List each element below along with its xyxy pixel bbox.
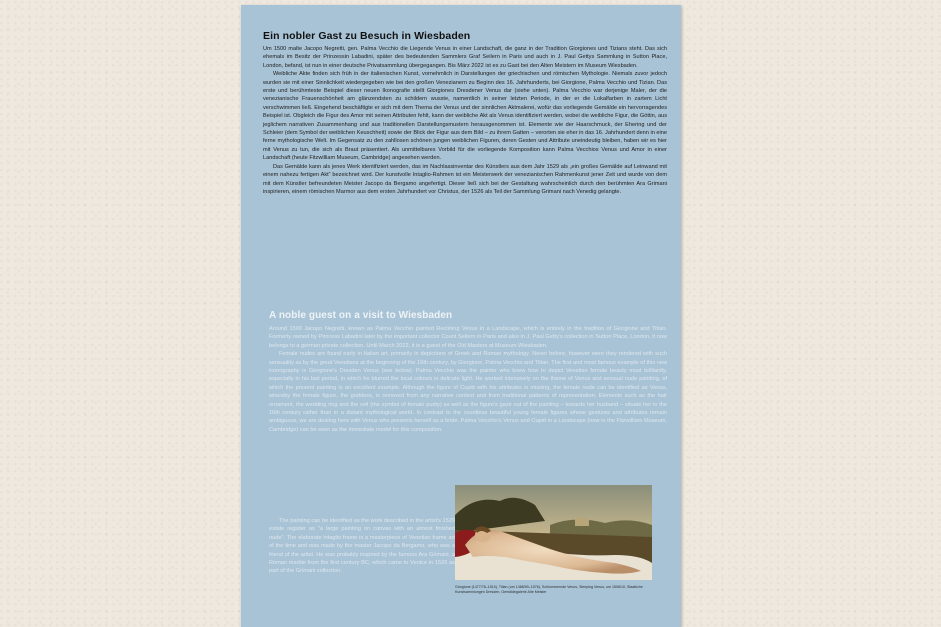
- english-paragraph: Female nudes are found early in Italian art, primarily in depictions of Greek and Roman mythology. Never before, however were they rendered with such sensuality as by the great Venetians at the beginning of the 16th century, by Giorgione, Palma Vecchio and Titian. The first and most famous example of this new iconography is Giorgione's Dresden Venus (see below). Palma Vecchio was the painter who knew how to depict Venetian female beauty most brilliantly, especially in his last period, in which he blurred the local colours in delicate light. He worked intensively on the theme of Venus and sensual nude painting, of which the present painting is an excellent example. Although the figure of Cupid with his attributes is missing, the female nude can be identified as Venus, whereby the female figure, the goddess, is removed from any narrative context and from traditional patterns of representation. Elements such as the hair ornament, the wedding ring and the veil (the symbol of female purity) as well as the figure's gaze out of the painting – towards her husband – situate her in the 16th century rather than in a distant mythological world. In contrast to the countless beautiful young female figures whose gestures and attributes remain ambiguous, we are dealing here with Venus who presents herself as a bride. Palma Vecchio's Venus and Cupid in a Landscape (now in the Fitzwilliam Museum, Cambridge) can be seen as the immediate model for this composition.: [269, 351, 667, 433]
- english-text: [269, 325, 667, 434]
- sleeping-venus-painting: [455, 485, 652, 580]
- german-paragraph: Um 1500 malte Jacopo Negretti, gen. Palma Vecchio die Liegende Venus in einer Landschaft, die ganz in der Tradition Giorgiones und Tizians steht. Das sich ehemals im Besitz der Prinzessin Labadini, später des bedeutenden Sammlers Graf Seilern in Paris und auch in J. Paul Gettys Sammlung in Sutton Place, London, befand, ist nun in einer deutsche Privatsammlung übergegangen. Bis März 2022 ist es zu Gast bei den Alten Meistern im Museum Wiesbaden.: [263, 46, 667, 69]
- painting-image: [455, 485, 652, 580]
- german-text: [263, 45, 667, 196]
- english-heading: A noble guest on a visit to Wiesbaden: [269, 310, 453, 321]
- painting-caption: Giorgione (1477/78–1510), Titian (um 1488/90–1576), Schlummernde Venus, Sleeping Venus, um 1508/10, Staatliche Kunstsammlungen Dresden, Gemäldegalerie Alte Meister: [455, 585, 643, 594]
- german-paragraph: Das Gemälde kann als jenes Werk identifiziert werden, das im Nachlassinventar des Künstlers aus dem Jahr 1529 als „ein großes Gemälde auf Leinwand mit einem nahezu fertigen Akt“ bezeichnet wird. Der kunstvolle Intaglio-Rahmen ist ein Meisterwerk der venezianischen Rahmenkunst jener Zeit und wurde von dem mit dem Künstler befreundeten Meister Jacopo da Bergamo angefertigt. Dieser ließ sich bei der Gestaltung wahrscheinlich durch den berühmten Ara Grimani inspirieren, einem römischen Marmor aus dem ersten Jahrhundert vor Christus, der 1526 als Teil der Sammlung Grimani nach Venedig gelangte.: [263, 163, 667, 195]
- english-paragraph: Around 1500 Jacopo Negretti, known as Palma Vecchio painted Reclining Venus in a Landscape, which is entirely in the tradition of Giorgione and Titian. Formerly owned by Princess Labadini later by the important collector Count Seilern in Paris and also in J. Paul Getty's collection in Sutton Place, London, it now belongs to a german private collection. Until March 2022, it is a guest of the Old Masters at Museum Wiesbaden.: [269, 326, 667, 349]
- german-paragraph: Weibliche Akte finden sich früh in der italienischen Kunst, vornehmlich in Darstellungen der griechischen und römischen Mythologie. Niemals zuvor jedoch wurden sie mit einer Sinnlichkeit wiedergegeben wie bei den großen Venezianern zu Beginn des 16. Jahrhunderts, bei Giorgione, Palma Vecchio und Tizian. Das erste und berühmteste Beispiel dieser neuen Ikonografie stellt Giorgiones Dresdener Venus dar (siehe unten). Palma Vecchio war derjenige Maler, der die venezianische Frauenschönheit am glänzendsten zu schildern wusste, namentlich in seiner letzten Periode, in der er die Lokalfarben in zartem Licht verschwimmen ließ. Eingehend beschäftigte er sich mit dem Thema der Venus und der sinnlichen Aktmalerei, wofür das vorliegende Gemälde ein hervorragendes Beispiel ist. Obgleich die Figur des Amor mit seinen Attributen fehlt, kann der weibliche Akt als Venus identifiziert werden, wobei die weibliche Figur, die Göttin, aus jeglichem narrativen Zusammenhang und aus traditionellen Darstellungsmustern herausgenommen ist. Elemente wie der Haarschmuck, der Ehering und der Schleier (dem Symbol der weiblichen Keuschheit) sowie der Blick der Figur aus dem Bild – zu ihrem Gatten – verorten sie eher in das 16. Jahrhundert denn in eine ferne mythologische Welt. Im Gegensatz zu den zahllosen schönen jungen weiblichen Figuren, deren Gesten und Attribute uneindeutig bleiben, haben wir es hier mit Venus zu tun, die sich als Braut präsentiert. Als unmittelbares Vorbild für die vorliegende Komposition kann Palma Vecchios Venus und Amor in einer Landschaft (heute Fitzwilliam Museum, Cambridge) angesehen werden.: [263, 71, 667, 162]
- exhibition-text-panel: [241, 5, 681, 627]
- german-heading: Ein nobler Gast zu Besuch in Wiesbaden: [263, 30, 471, 42]
- english-column-text: [269, 517, 455, 576]
- english-paragraph: The painting can be identified as the work described in the artist's 1529 estate register as "a large painting on canvas with an almost finished nude". The elaborate intaglio frame is a masterpiece of Venetian frame art of the time and was made by the master Jacopo da Bergamo, who was a friend of the artist. He was probably inspired by the famous Ara Grimani, a Roman marble from the first century BC, which came to Venice in 1526 as part of the Grimani collection.: [269, 518, 455, 575]
